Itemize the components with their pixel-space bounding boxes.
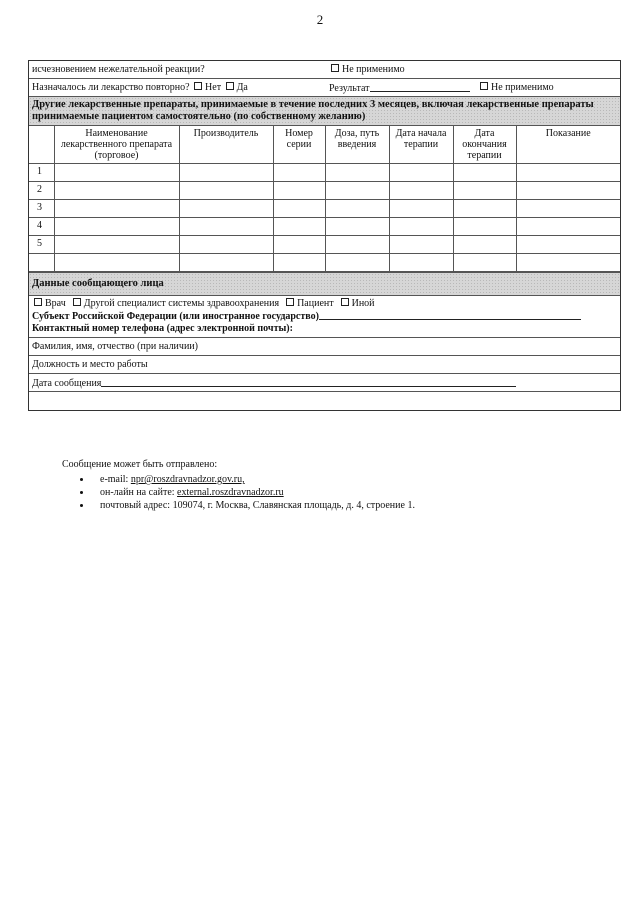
column-header-indication: Показание <box>516 126 620 164</box>
column-header-end-date: Дата окончания терапии <box>453 126 516 164</box>
table-cell[interactable] <box>54 236 179 254</box>
table-cell[interactable] <box>179 218 273 236</box>
other-drugs-table-wrap <box>29 126 620 273</box>
date-row[interactable] <box>29 374 620 392</box>
report-form <box>28 60 621 411</box>
table-cell[interactable] <box>325 254 389 272</box>
result-input-line[interactable] <box>370 82 470 92</box>
table-header-row <box>29 126 620 164</box>
result-field[interactable]: Результат <box>329 82 470 94</box>
table-cell[interactable] <box>179 236 273 254</box>
table-cell[interactable] <box>325 164 389 182</box>
table-cell[interactable] <box>325 236 389 254</box>
reaction-disappearance-row <box>29 61 620 79</box>
row-number: 1 <box>29 164 54 182</box>
position-row[interactable] <box>29 356 620 374</box>
table-row <box>29 218 620 236</box>
checkbox-icon[interactable] <box>480 82 488 90</box>
table-cell[interactable] <box>516 164 620 182</box>
table-cell[interactable] <box>273 254 325 272</box>
reporter-type-row <box>29 296 620 338</box>
row-number <box>29 254 54 272</box>
table-cell[interactable] <box>179 182 273 200</box>
table-cell[interactable] <box>54 164 179 182</box>
column-header-dose-route: Доза, путь введения <box>325 126 389 164</box>
table-cell[interactable] <box>273 182 325 200</box>
page-number: 2 <box>316 12 324 27</box>
table-cell[interactable] <box>389 182 453 200</box>
reporter-section-title: Данные сообщающего лица <box>29 273 620 296</box>
table-cell[interactable] <box>325 218 389 236</box>
table-cell[interactable] <box>453 200 516 218</box>
column-header-number <box>29 126 54 164</box>
table-cell[interactable] <box>273 164 325 182</box>
date-field[interactable]: Дата сообщения <box>32 377 516 389</box>
reaction-disappearance-label: исчезновением нежелательной реакции? <box>32 64 205 75</box>
table-row <box>29 164 620 182</box>
date-input-line[interactable] <box>101 377 516 387</box>
repeat-row <box>29 79 620 97</box>
reporter-other-option[interactable]: Иной <box>339 298 375 309</box>
contact-online: • он-лайн на сайте: external.roszdravnadzor.ru <box>92 486 415 499</box>
checkbox-icon[interactable] <box>341 298 349 306</box>
table-cell[interactable] <box>179 200 273 218</box>
table-cell[interactable] <box>389 236 453 254</box>
subject-field[interactable]: Субъект Российской Федерации (или иностранное государство) <box>32 310 617 323</box>
table-cell[interactable] <box>453 218 516 236</box>
repeat-question: Назначалось ли лекарство повторно? Нет Да <box>32 82 248 93</box>
result-na-option[interactable]: Не применимо <box>478 82 554 93</box>
table-row <box>29 254 620 272</box>
table-cell[interactable] <box>325 200 389 218</box>
checkbox-icon[interactable] <box>34 298 42 306</box>
phone-field[interactable]: Контактный номер телефона (адрес электронной почты): <box>32 323 293 334</box>
table-cell[interactable] <box>325 182 389 200</box>
name-row[interactable] <box>29 338 620 356</box>
row-number: 5 <box>29 236 54 254</box>
contact-postal: • почтовый адрес: 109074, г. Москва, Славянская площадь, д. 4, строение 1. <box>92 499 415 512</box>
empty-row <box>29 392 620 410</box>
table-cell[interactable] <box>516 218 620 236</box>
name-label: Фамилия, имя, отчество (при наличии) <box>32 341 198 352</box>
table-cell[interactable] <box>389 218 453 236</box>
subject-input-line[interactable] <box>319 310 581 320</box>
checkbox-icon[interactable] <box>226 82 234 90</box>
column-header-batch: Номер серии <box>273 126 325 164</box>
table-cell[interactable] <box>273 200 325 218</box>
other-drugs-section-title: Другие лекарственные препараты, принимаемые в течение последних 3 месяцев, включая лекарственные препараты принимаемые пациентом самостоятельно (по собственному желанию) <box>29 97 620 126</box>
footer <box>62 458 415 512</box>
column-header-drug-name: Наименование лекарственного препарата (торговое) <box>54 126 179 164</box>
table-cell[interactable] <box>54 218 179 236</box>
row-number: 3 <box>29 200 54 218</box>
checkbox-icon[interactable] <box>331 64 339 72</box>
table-cell[interactable] <box>453 182 516 200</box>
reporter-doctor-option[interactable]: Врач <box>32 298 66 309</box>
table-cell[interactable] <box>516 236 620 254</box>
table-cell[interactable] <box>273 218 325 236</box>
contact-email: • e-mail: npr@roszdravnadzor.gov.ru, <box>92 473 415 486</box>
position-label: Должность и место работы <box>32 359 148 370</box>
table-row <box>29 236 620 254</box>
contact-list <box>62 473 415 512</box>
email-link[interactable]: npr@roszdravnadzor.gov.ru, <box>130 474 245 485</box>
repeat-no-option[interactable]: Нет <box>192 82 221 93</box>
website-link[interactable]: external.roszdravnadzor.ru <box>177 487 284 498</box>
column-header-manufacturer: Производитель <box>179 126 273 164</box>
table-cell[interactable] <box>389 200 453 218</box>
row-number: 4 <box>29 218 54 236</box>
table-cell[interactable] <box>273 236 325 254</box>
repeat-yes-option[interactable]: Да <box>224 82 248 93</box>
table-cell[interactable] <box>179 164 273 182</box>
checkbox-icon[interactable] <box>194 82 202 90</box>
reporter-patient-option[interactable]: Пациент <box>284 298 334 309</box>
row-number: 2 <box>29 182 54 200</box>
table-cell[interactable] <box>389 254 453 272</box>
table-row <box>29 200 620 218</box>
checkbox-icon[interactable] <box>73 298 81 306</box>
checkbox-icon[interactable] <box>286 298 294 306</box>
reaction-disappearance-na-option[interactable]: Не применимо <box>329 64 405 75</box>
reporter-other-specialist-option[interactable]: Другой специалист системы здравоохранения <box>71 298 279 309</box>
table-cell[interactable] <box>54 254 179 272</box>
table-cell[interactable] <box>54 182 179 200</box>
table-cell[interactable] <box>179 254 273 272</box>
table-cell[interactable] <box>54 200 179 218</box>
table-cell[interactable] <box>453 254 516 272</box>
footer-intro: Сообщение может быть отправлено: <box>62 459 218 470</box>
table-cell[interactable] <box>516 182 620 200</box>
column-header-start-date: Дата начала терапии <box>389 126 453 164</box>
table-cell[interactable] <box>389 164 453 182</box>
table-row <box>29 182 620 200</box>
other-drugs-table <box>29 126 620 272</box>
table-cell[interactable] <box>453 164 516 182</box>
table-cell[interactable] <box>453 236 516 254</box>
table-cell[interactable] <box>516 254 620 272</box>
table-cell[interactable] <box>516 200 620 218</box>
reporter-type-options <box>32 298 617 310</box>
